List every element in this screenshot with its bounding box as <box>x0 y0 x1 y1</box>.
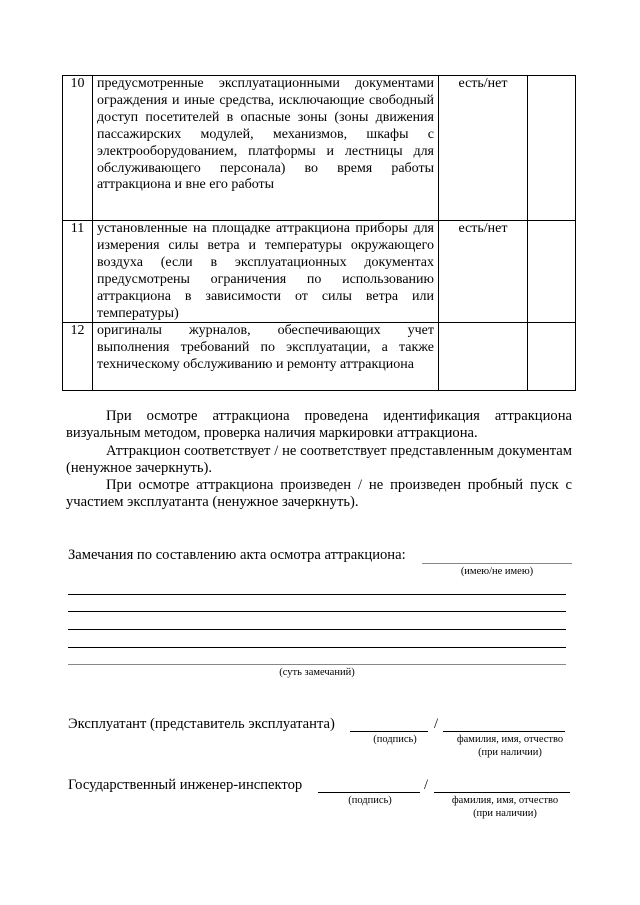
operator-slash: / <box>434 716 439 732</box>
inspector-name-line[interactable] <box>434 792 570 793</box>
paragraph-identification: При осмотре аттракциона проведена идентификация аттракциона визуальным методом, проверка наличия маркировки аттракциона. <box>66 408 572 441</box>
table-row <box>63 323 576 391</box>
operator-signature-hint: (подпись) <box>373 734 417 745</box>
inspector-signature-line[interactable] <box>318 792 420 793</box>
row-description: предусмотренные эксплуатационными документами ограждения и иные средства, исключающие свободный доступ посетителей в опасные зоны (зоны движения пассажирских модулей, механизмов, шкафы с электрооборудованием, платформы и лестницы для обслуживающего персонала) во время работы аттракциона и вне его работы <box>93 76 439 221</box>
remarks-label: Замечания по составлению акта осмотра аттракциона: <box>68 547 406 563</box>
row-description: оригиналы журналов, обеспечивающих учет выполнения требований по эксплуатации, а также техническому обслуживанию и ремонту аттракциона <box>93 323 439 391</box>
row-answer <box>439 323 528 391</box>
operator-name-hint-note: (при наличии) <box>478 747 542 758</box>
operator-signature-line[interactable] <box>350 731 428 732</box>
row-blank-cell <box>528 323 576 391</box>
row-answer: есть/нет <box>439 221 528 323</box>
paragraph-conformity: Аттракцион соответствует / не соответствует представленным документам (ненужное зачеркнуть). <box>66 443 572 476</box>
paragraph-test-run: При осмотре аттракциона произведен / не произведен пробный пуск с участием эксплуатанта (ненужное зачеркнуть). <box>66 477 572 510</box>
remarks-essence-hint: (суть замечаний) <box>279 667 355 678</box>
checklist-table <box>62 75 576 391</box>
row-number: 10 <box>63 76 93 221</box>
row-description: установленные на площадке аттракциона приборы для измерения силы ветра и температуры окружающего воздуха (если в эксплуатационных документах предусмотрены ограничения по использованию аттракциона в зависимости от силы ветра или температуры) <box>93 221 439 323</box>
inspector-name-hint-note: (при наличии) <box>473 808 537 819</box>
table-row <box>63 76 576 221</box>
inspector-slash: / <box>424 777 429 793</box>
remarks-line-5[interactable] <box>68 664 566 665</box>
remarks-have-line[interactable] <box>422 563 572 564</box>
row-number: 11 <box>63 221 93 323</box>
operator-name-line[interactable] <box>443 731 565 732</box>
row-blank-cell <box>528 76 576 221</box>
operator-name-hint: фамилия, имя, отчество <box>456 734 564 745</box>
operator-label: Эксплуатант (представитель эксплуатанта) <box>68 716 335 732</box>
remarks-have-hint: (имею/не имею) <box>460 566 534 577</box>
remarks-line-4[interactable] <box>68 647 566 648</box>
remarks-line-3[interactable] <box>68 629 566 630</box>
inspector-name-hint: фамилия, имя, отчество <box>451 795 559 806</box>
row-number: 12 <box>63 323 93 391</box>
remarks-line-1[interactable] <box>68 594 566 595</box>
row-answer: есть/нет <box>439 76 528 221</box>
row-blank-cell <box>528 221 576 323</box>
inspector-signature-hint: (подпись) <box>348 795 392 806</box>
table-row <box>63 221 576 323</box>
inspector-label: Государственный инженер-инспектор <box>68 777 303 793</box>
remarks-line-2[interactable] <box>68 611 566 612</box>
